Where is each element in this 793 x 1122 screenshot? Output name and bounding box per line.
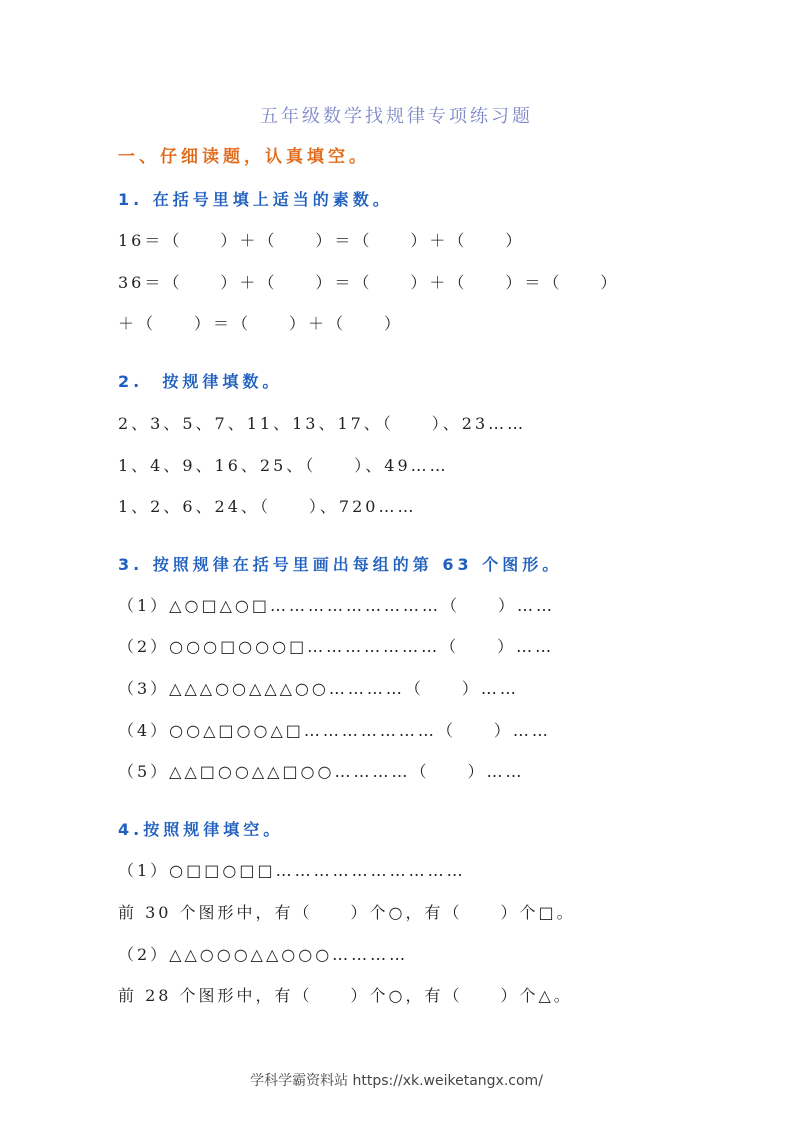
question-2-line-1: 2、3、5、7、11、13、17、（ ）、23…… <box>118 414 527 433</box>
question-3-line-4: （4）○○△□○○△□…………………（ ）…… <box>118 721 551 740</box>
question-1-heading: 1. 在括号里填上适当的素数。 <box>118 190 393 209</box>
question-4-line-2: 前 30 个图形中，有（ ）个○，有（ ）个□。 <box>118 903 576 922</box>
question-4-line-3: （2）△△○○○△△○○○………… <box>118 945 409 964</box>
question-1-line-1: 16＝（ ）＋（ ）＝（ ）＋（ ） <box>118 231 525 250</box>
question-3-line-5: （5）△△□○○△△□○○…………（ ）…… <box>118 762 525 781</box>
question-3-line-2: （2）○○○□○○○□…………………（ ）…… <box>118 637 555 656</box>
question-1-line-2: 36＝（ ）＋（ ）＝（ ）＋（ ）＝（ ） <box>118 273 620 292</box>
question-3-line-3: （3）△△△○○△△△○○…………（ ）…… <box>118 679 519 698</box>
question-1-line-3: ＋（ ）＝（ ）＋（ ） <box>118 314 404 333</box>
question-4-line-1: （1）○□□○□□………………………… <box>118 861 466 880</box>
question-2-heading: 2. 按规律填数。 <box>118 372 283 391</box>
question-2-line-3: 1、2、6、24、（ ）、720…… <box>118 497 417 516</box>
question-3-line-1: （1）△○□△○□………………………（ ）…… <box>118 596 555 615</box>
question-4-heading: 4.按照规律填空。 <box>118 820 284 839</box>
page-title: 五年级数学找规律专项练习题 <box>260 106 533 127</box>
section-heading: 一、仔细读题，认真填空。 <box>118 147 370 167</box>
question-4-line-4: 前 28 个图形中，有（ ）个○，有（ ）个△。 <box>118 986 573 1005</box>
question-3-heading: 3. 按照规律在括号里画出每组的第 63 个图形。 <box>118 555 563 574</box>
question-2-line-2: 1、4、9、16、25、（ ）、49…… <box>118 456 449 475</box>
footer-source: 学科学霸资料站 https://xk.weiketangx.com/ <box>250 1073 543 1089</box>
